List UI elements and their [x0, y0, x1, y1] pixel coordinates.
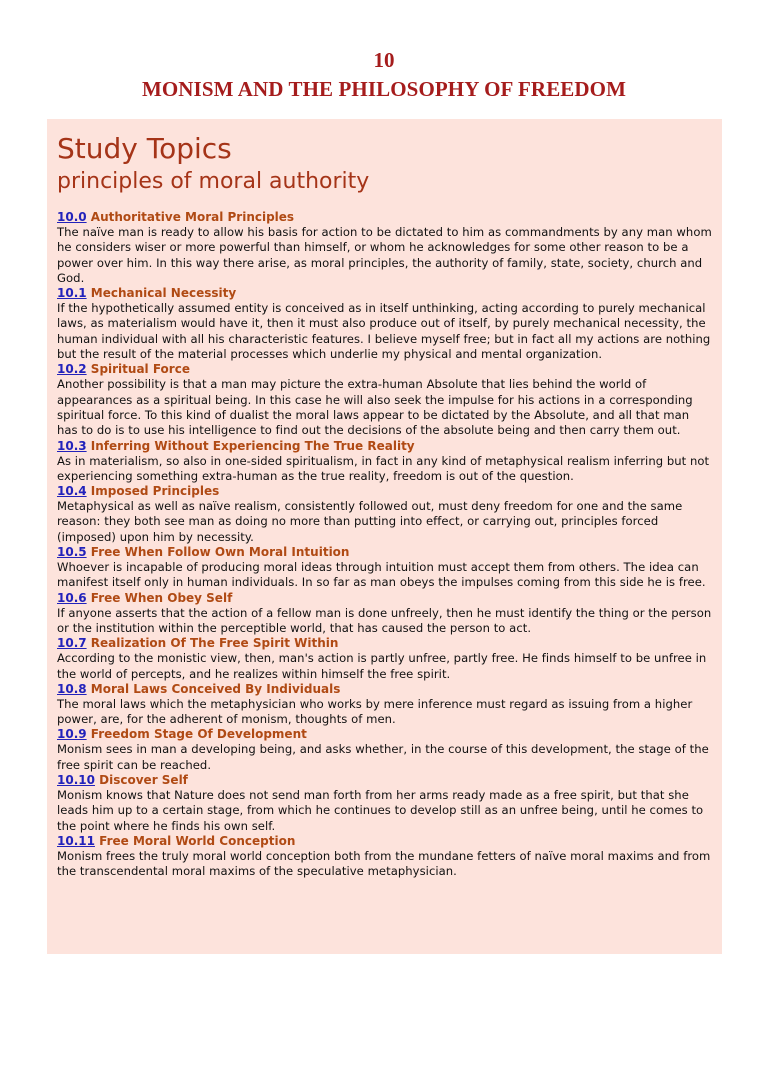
topic-number-link[interactable]: 10.3	[57, 438, 87, 453]
topic-heading	[57, 545, 712, 560]
panel-subtitle: principles of moral authority	[57, 169, 370, 194]
topic-name: Mechanical Necessity	[90, 286, 237, 301]
topic-body: Monism sees in man a developing being, and asks whether, in the course of this development, the stage of the free spirit can be reached.	[57, 742, 709, 772]
topic-heading	[57, 362, 712, 377]
topic-body: If anyone asserts that the action of a fellow man is done unfreely, then he must identify the thing or the person or the institution within the perceptible world, that has caused the person to act.	[57, 605, 712, 635]
topic-item	[57, 362, 712, 438]
topic-name: Imposed Principles	[90, 484, 220, 499]
topic-body: Monism knows that Nature does not send man forth from her arms ready made as a free spirit, but that she leads him up to a certain stage, from which he continues to develop still as an unfree being, until he comes to the point where he finds his own self.	[57, 788, 704, 833]
topic-heading	[57, 591, 712, 606]
topic-item	[57, 210, 712, 286]
topic-number-link[interactable]: 10.1	[57, 286, 87, 301]
topic-heading	[57, 210, 712, 225]
study-topics-panel	[47, 119, 722, 954]
topic-name: Free When Follow Own Moral Intuition	[90, 545, 350, 560]
topic-number-link[interactable]: 10.11	[57, 833, 95, 848]
topic-number-link[interactable]: 10.10	[57, 773, 95, 788]
chapter-header	[0, 48, 768, 102]
topic-body: The naïve man is ready to allow his basis for action to be dictated to him as commandments by any man whom he considers wiser or more powerful than himself, or whom he acknowledges for some other reason to be a power over him. In this way there arise, as moral principles, the authority of family, state, society, church and God.	[57, 225, 712, 285]
topic-heading	[57, 439, 712, 454]
topic-number-link[interactable]: 10.4	[57, 484, 87, 499]
topic-heading	[57, 773, 712, 788]
topic-item	[57, 636, 712, 682]
topic-number-link[interactable]: 10.0	[57, 210, 87, 224]
topic-list	[57, 210, 712, 880]
topic-item	[57, 439, 712, 485]
topic-body: Whoever is incapable of producing moral ideas through intuition must accept them from others. The idea can manifest itself only in human individuals. In so far as man obeys the impulses coming from this side he is free.	[57, 560, 706, 590]
topic-body: Another possibility is that a man may picture the extra-human Absolute that lies behind the world of appearances as a spiritual being. In this case he will also seek the impulse for his actions in a corresponding spiritual force. To this kind of dualist the moral laws appear to be dictated by the Absolute, and all that man has to do is to use his intelligence to find out the decisions of the absolute being and then carry them out.	[57, 377, 693, 438]
topic-item	[57, 834, 712, 880]
topic-number-link[interactable]: 10.6	[57, 590, 87, 605]
topic-body: If the hypothetically assumed entity is conceived as in itself unthinking, acting according to purely mechanical laws, as materialism would have it, then it must also produce out of itself, by purely mechanical necessity, the human individual with all his characteristic features. I believe myself free; but in fact all my actions are nothing but the result of the material processes which underlie my physical and mental organization.	[57, 301, 711, 362]
topic-name: Free When Obey Self	[90, 590, 233, 605]
topic-number-link[interactable]: 10.7	[57, 636, 87, 651]
topic-number-link[interactable]: 10.8	[57, 681, 87, 696]
topic-heading	[57, 834, 712, 849]
topic-item	[57, 682, 712, 728]
topic-item	[57, 727, 712, 773]
topic-number-link[interactable]: 10.2	[57, 362, 87, 377]
topic-heading	[57, 286, 712, 301]
chapter-title: MONISM AND THE PHILOSOPHY OF FREEDOM	[141, 77, 627, 101]
topic-name: Authoritative Moral Principles	[90, 210, 295, 224]
topic-heading	[57, 484, 712, 499]
topic-name: Moral Laws Conceived By Individuals	[90, 681, 341, 696]
topic-name: Free Moral World Conception	[99, 833, 296, 848]
topic-heading	[57, 727, 712, 742]
topic-name: Realization Of The Free Spirit Within	[90, 636, 339, 651]
topic-body: According to the monistic view, then, man's action is partly unfree, partly free. He finds himself to be unfree in the world of percepts, and he realizes within himself the free spirit.	[57, 651, 707, 681]
topic-name: Spiritual Force	[90, 362, 190, 377]
topic-item	[57, 286, 712, 362]
topic-name: Freedom Stage Of Development	[90, 727, 307, 742]
topic-heading	[57, 636, 712, 651]
topic-name: Inferring Without Experiencing The True Reality	[90, 438, 415, 453]
topic-item	[57, 484, 712, 545]
topic-heading	[57, 682, 712, 697]
topic-body: As in materialism, so also in one-sided spiritualism, in fact in any kind of metaphysical realism inferring but not experiencing something extra-human as the true reality, freedom is out of the question.	[57, 453, 710, 483]
chapter-number: 10	[373, 48, 395, 72]
topic-item	[57, 545, 712, 591]
topic-body: Metaphysical as well as naïve realism, consistently followed out, must deny freedom for one and the same reason: they both see man as doing no more than putting into effect, or carrying out, principles forced (imposed) upon him by necessity.	[57, 499, 683, 544]
topic-body: The moral laws which the metaphysician who works by mere inference must regard as issuing from a higher power, are, for the adherent of monism, thoughts of men.	[57, 696, 693, 727]
topic-number-link[interactable]: 10.5	[57, 545, 87, 560]
topic-number-link[interactable]: 10.9	[57, 727, 87, 742]
topic-body: Monism frees the truly moral world conception both from the mundane fetters of naïve moral maxims and from the transcendental moral maxims of the speculative metaphysician.	[57, 848, 711, 879]
topic-item	[57, 773, 712, 834]
topic-name: Discover Self	[99, 773, 188, 788]
panel-title: Study Topics	[57, 132, 232, 165]
topic-item	[57, 591, 712, 637]
